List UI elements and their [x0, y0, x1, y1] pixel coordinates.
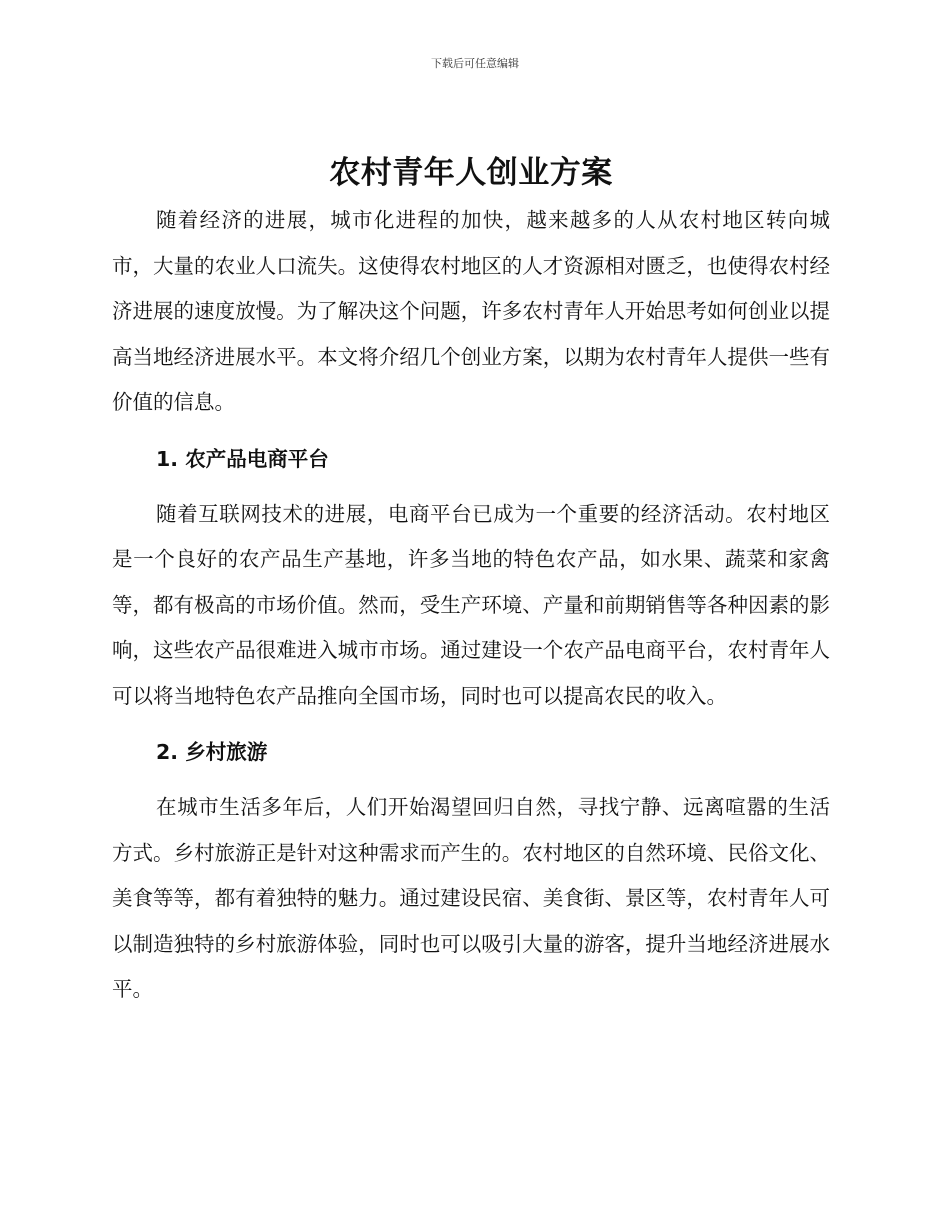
document-title: 农村青年人创业方案: [329, 155, 613, 191]
document-body: [112, 148, 830, 1013]
section-heading-ecommerce: 1. 农产品电商平台: [156, 446, 329, 471]
section-body-ecommerce: 随着互联网技术的进展，电商平台已成为一个重要的经济活动。农村地区是一个良好的农产品生产基地，许多当地的特色农产品，如水果、蔬菜和家禽等，都有极高的市场价值。然而，受生产环境、产量和前期销售等各种因素的影响，这些农产品很难进入城市市场。通过建设一个农产品电商平台，农村青年人可以将当地特色农产品推向全国市场，同时也可以提高农民的收入。: [112, 501, 830, 708]
section-body-tourism: 在城市生活多年后，人们开始渴望回归自然，寻找宁静、远离喧嚣的生活方式。乡村旅游正是针对这种需求而产生的。农村地区的自然环境、民俗文化、美食等等，都有着独特的魅力。通过建设民宿、美食街、景区等，农村青年人可以制造独特的乡村旅游体验，同时也可以吸引大量的游客，提升当地经济进展水平。: [112, 795, 830, 1001]
header-note: 下载后可任意编辑: [431, 57, 519, 70]
intro-paragraph: 随着经济的进展，城市化进程的加快，越来越多的人从农村地区转向城市，大量的农业人口流失。这使得农村地区的人才资源相对匮乏，也使得农村经济进展的速度放慢。为了解决这个问题，许多农村青年人开始思考如何创业以提高当地经济进展水平。本文将介绍几个创业方案，以期为农村青年人提供一些有价值的信息。: [112, 208, 830, 414]
section-heading-tourism: 2. 乡村旅游: [156, 740, 268, 764]
